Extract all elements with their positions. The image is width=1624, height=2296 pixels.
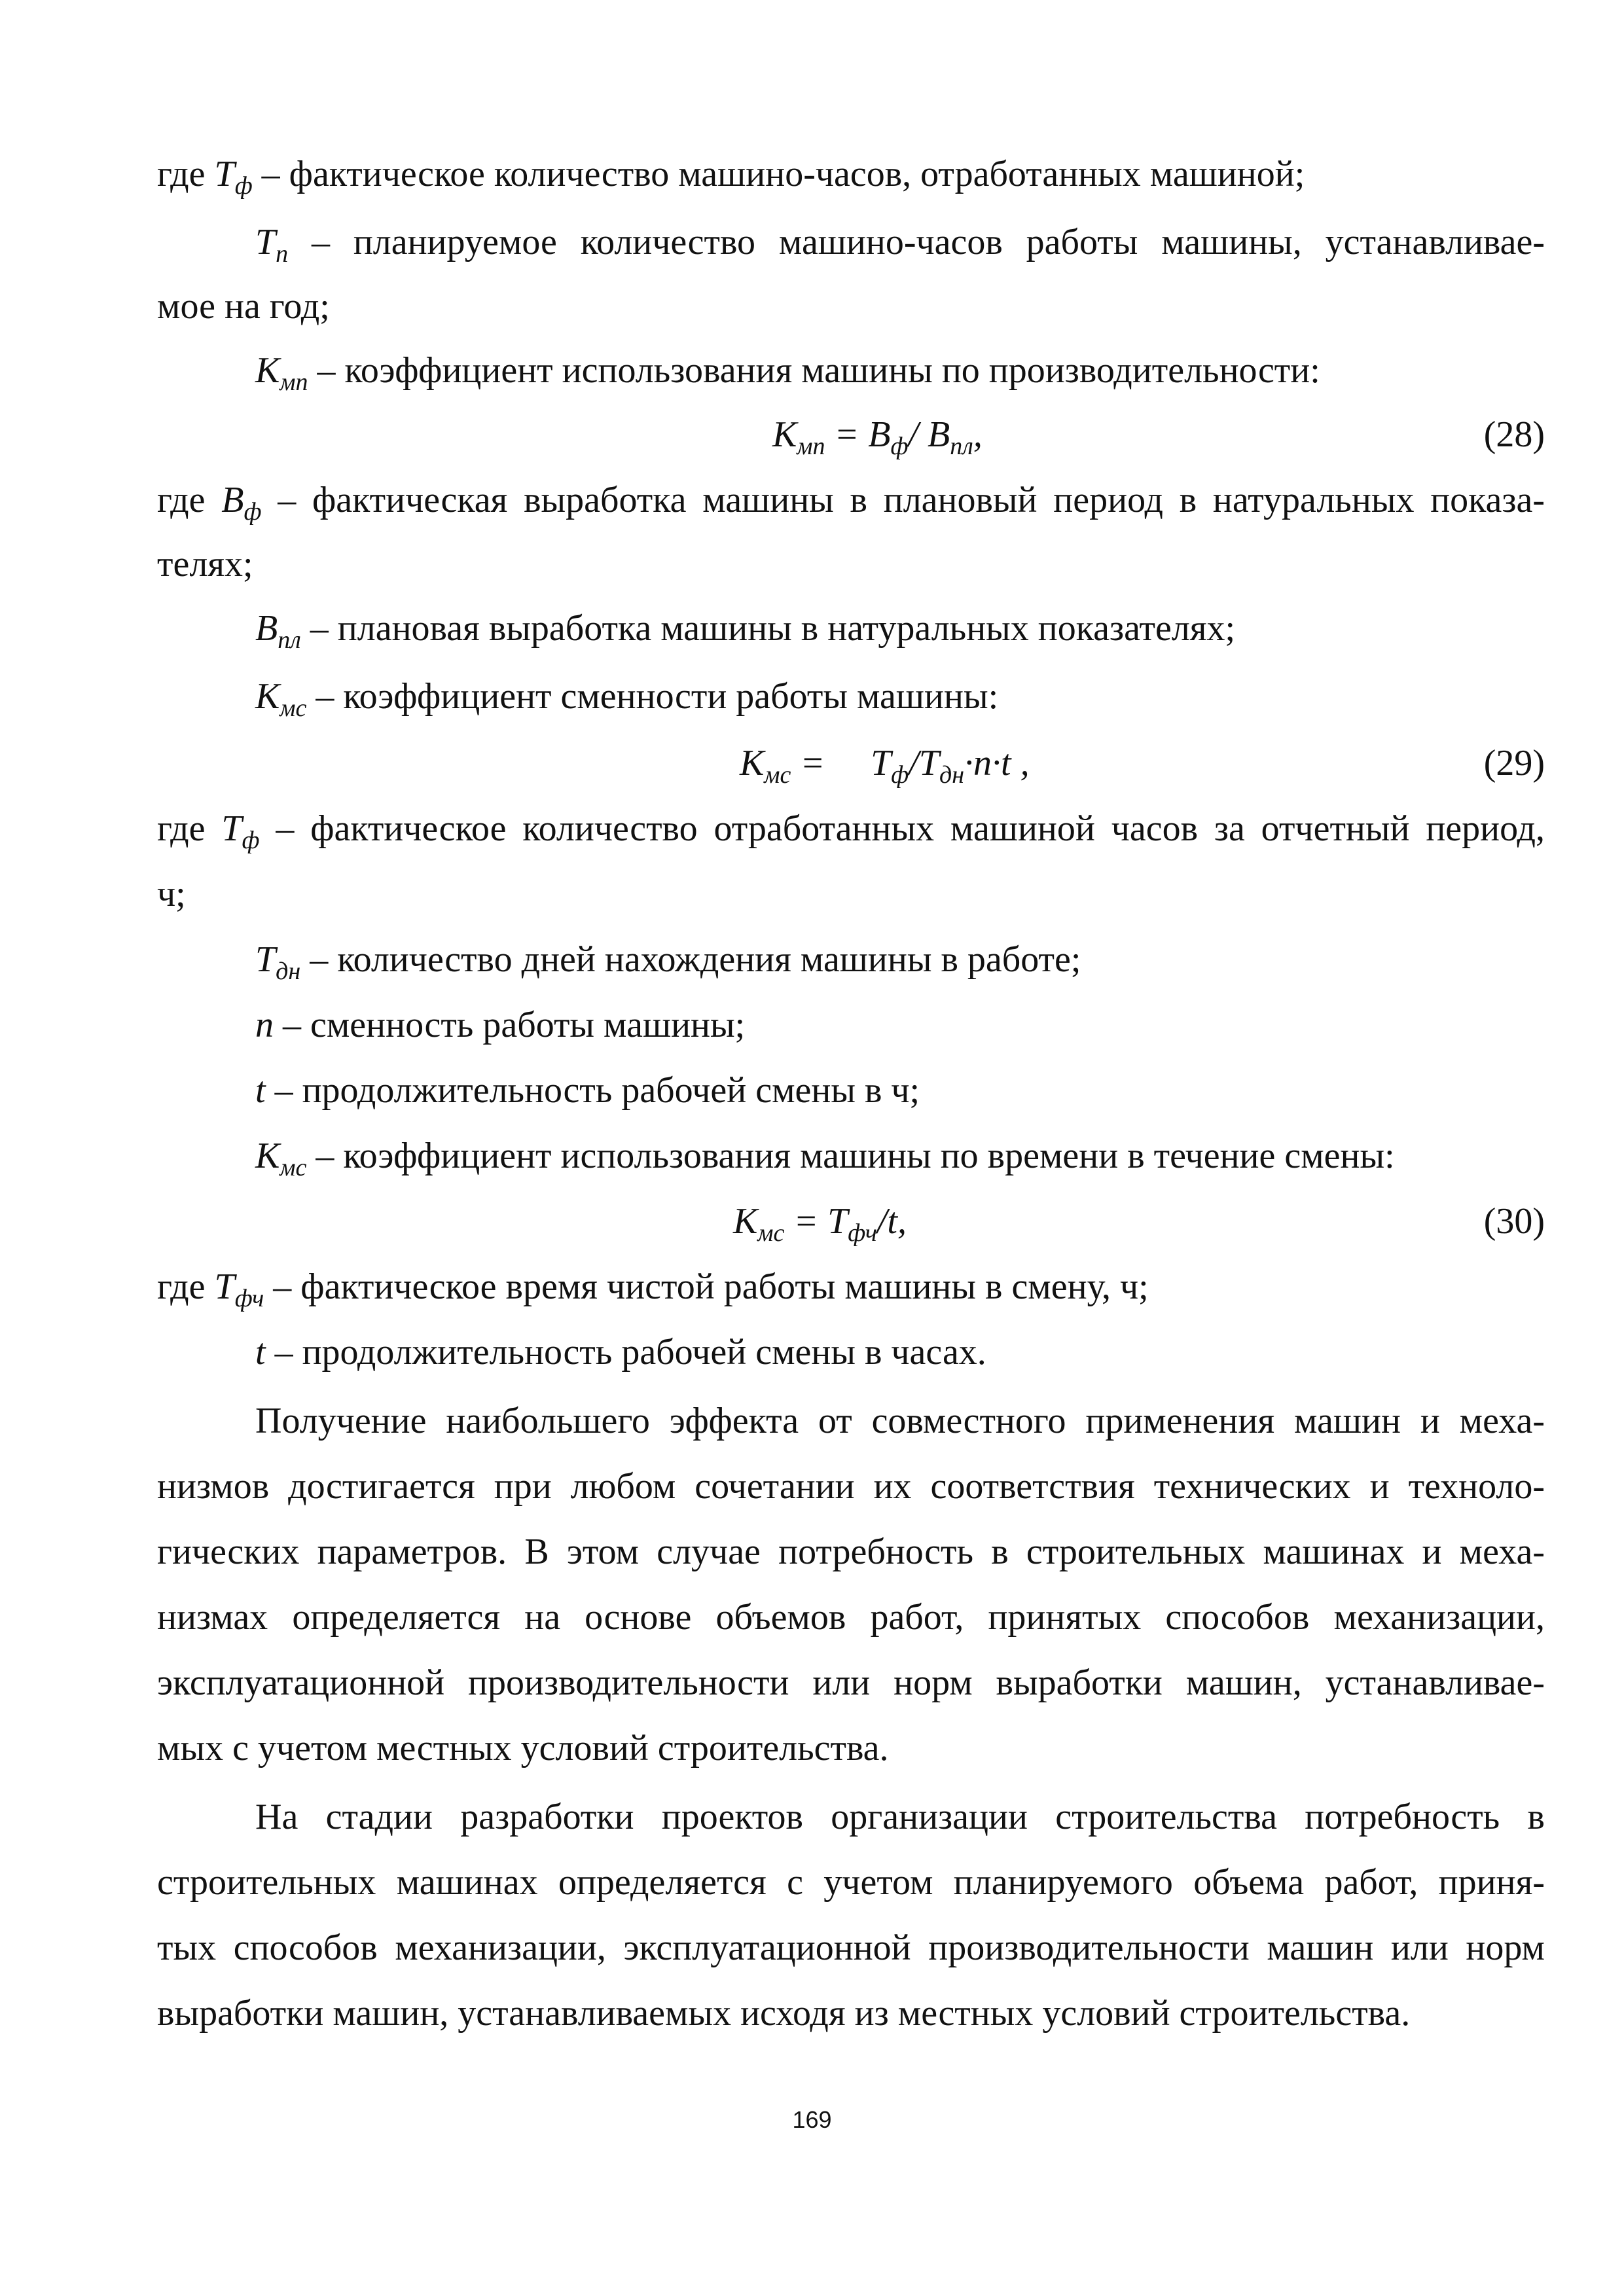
formula-30: $К_{мс} = Т_{фч}/t$, xyxy=(733,1201,907,1247)
paragraph-2-line: тых способов механизации, эксплуатационной производительности машин или норм xyxy=(157,1928,1545,1968)
definition-bf: где $В_ф$ – фактическая выработка машины в плановый период в натуральных показа- xyxy=(157,480,1545,526)
paragraph-1-line: гических параметров. В этом случае потребность в строительных машинах и меха- xyxy=(157,1532,1545,1572)
definition-tp-cont: мое на год; xyxy=(157,286,330,327)
definition-kms-time: $К_{мс}$ – коэффициент использования машины по времени в течение смены: xyxy=(255,1136,1395,1181)
paragraph-1-line: низмов достигается при любом сочетании их соответствия технических и техноло- xyxy=(157,1466,1545,1507)
equation-number-28: (28) xyxy=(1483,414,1545,455)
formula-29: $К_{мс}$ = $Т_ф/Т_{дн}\cdot n\cdot t$ , xyxy=(740,743,1030,789)
definition-bpl: $В_{пл}$ – плановая выработка машины в натуральных показателях; xyxy=(255,608,1236,654)
paragraph-1-line: Получение наибольшего эффекта от совместного применения машин и меха- xyxy=(255,1401,1545,1441)
paragraph-2-line: На стадии разработки проектов организации строительства потребность в xyxy=(255,1797,1545,1837)
definition-t-hours: t – продолжительность рабочей смены в часах. xyxy=(255,1332,986,1372)
equation-number-30: (30) xyxy=(1483,1201,1545,1242)
paragraph-2-line: строительных машинах определяется с учетом планируемого объема работ, приня- xyxy=(157,1862,1545,1903)
paragraph-1-line: эксплуатационной производительности или норм выработки машин, устанавливае- xyxy=(157,1662,1545,1703)
paragraph-1-line: низмах определяется на основе объемов работ, принятых способов механизации, xyxy=(157,1597,1545,1638)
definition-tfch: где $Т_{фч}$ – фактическое время чистой работы машины в смену, ч; xyxy=(157,1266,1149,1312)
definition-bf-cont: телях; xyxy=(157,544,253,584)
equation-number-29: (29) xyxy=(1483,743,1545,783)
definition-tf-2-cont: ч; xyxy=(157,874,186,914)
definition-kmp: $К_{мп}$ – коэффициент использования машины по производительности: xyxy=(255,350,1320,396)
definition-tp: $Т_п$ – планируемое количество машино-часов работы машины, устанавливае- xyxy=(255,222,1545,268)
definition-t: t – продолжительность рабочей смены в ч; xyxy=(255,1070,920,1111)
formula-28: $К_{мп} = В_ф/$ $В_{пл}$, xyxy=(772,414,983,460)
definition-tf-2: где $Т_ф$ – фактическое количество отработанных машиной часов за отчетный период, xyxy=(157,808,1545,854)
definition-tf: где $Т_ф$ – фактическое количество машино-часов, отработанных машиной; xyxy=(157,154,1305,200)
definition-tdn: $Т_{дн}$ – количество дней нахождения машины в работе; xyxy=(255,939,1081,985)
definition-kms: $К_{мс}$ – коэффициент сменности работы машины: xyxy=(255,676,999,722)
page-number: 169 xyxy=(792,2106,832,2133)
definition-n: n – сменность работы машины; xyxy=(255,1005,746,1045)
paragraph-2-line: выработки машин, устанавливаемых исходя из местных условий строительства. xyxy=(157,1993,1411,2034)
paragraph-1-line: мых с учетом местных условий строительства. xyxy=(157,1728,889,1768)
